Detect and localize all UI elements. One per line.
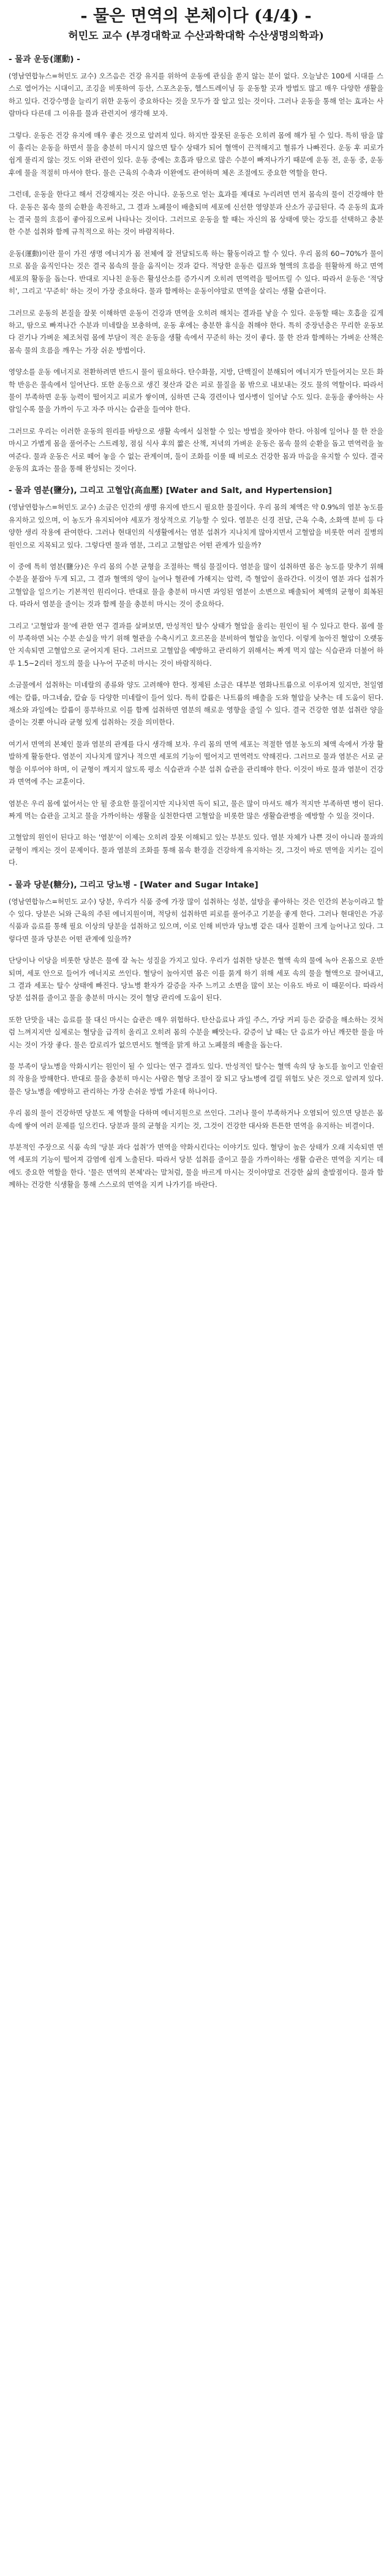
- paragraph: 여기서 면역의 본체인 물과 염분의 관계를 다시 생각해 보자. 우리 몸의 면역 세포는 적절한 염분 농도의 체액 속에서 가장 활발하게 활동한다. 염분이 지나치게 많거나 적으면 세포의 기능이 떨어지고 면역력도 약해진다. 그러므로 물과 염분은 서로 균형을 이루어야 하며, 이 균형이 깨지지 않도록 평소 식습관과 수분 섭취 습관을 관리해야 한다. 이것이 바로 물과 염분이 건강과 면역에 주는 교훈이다.: [9, 739, 383, 786]
- paragraph: 그런데, 운동을 한다고 해서 건강해지는 것은 아니다. 운동으로 얻는 효과를 제대로 누리려면 먼저 몸속의 물이 건강해야 한다. 운동은 몸속 물의 순환을 촉진하고, 그 결과 노폐물이 배출되며 세포에 신선한 영양분과 산소가 공급된다. 즉 운동의 효과는 결국 물의 흐름이 좋아짐으로써 나타나는 것이다. 그러므로 운동을 할 때는 자신의 몸 상태에 맞는 강도를 선택하고 충분한 수분 섭취와 함께 규칙적으로 하는 것이 바람직하다.: [9, 190, 383, 236]
- paragraph: 그리고 '고혈압과 물'에 관한 연구 결과를 살펴보면, 만성적인 탈수 상태가 혈압을 올리는 원인이 될 수 있다고 한다. 몸에 물이 부족하면 뇌는 수분 손실을 막기 위해 혈관을 수축시키고 호르몬을 분비하여 혈압을 높인다. 이렇게 높아진 혈압이 오랫동안 지속되면 고혈압으로 굳어지게 된다. 그러므로 고혈압을 예방하고 관리하기 위해서는 짜게 먹지 않는 식습관과 더불어 하루 1.5~2리터 정도의 물을 나누어 꾸준히 마시는 것이 바람직하다.: [9, 621, 383, 668]
- section-water-sugar-diabetes: [9, 878, 383, 1191]
- paragraph: 그렇다. 운동은 건강 유지에 매우 좋은 것으로 알려져 있다. 하지만 잘못된 운동은 오히려 몸에 해가 될 수 있다. 특히 땀을 많이 흘리는 운동을 하면서 물을 충분히 마시지 않으면 탈수 상태가 되어 혈액이 끈적해지고 혈류가 나빠진다. 운동 후 피로가 쉽게 풀리지 않는 것도 이와 관련이 있다. 운동 중에는 호흡과 땀으로 많은 수분이 빠져나가기 때문에 운동 전, 운동 중, 운동 후에 물을 적절히 마셔야 한다. 물은 근육의 수축과 이완에도 관여하며 체온 조절에도 중요한 역할을 한다.: [9, 130, 383, 177]
- article-title: - 물은 면역의 본체이다 (4/4) -: [80, 7, 312, 26]
- paragraph: (영남연합뉴스=허민도 교수) 당분, 우리가 식품 중에 가장 많이 섭취하는 성분, 설탕을 좋아하는 것은 인간의 본능이라고 할 수 있다. 당분은 뇌와 근육의 주된 에너지원이며, 적당히 섭취하면 피로를 풀어주고 기분을 좋게 한다. 그러나 현대인은 가공식품과 음료를 통해 필요 이상의 당분을 섭취하고 있으며, 이로 인해 비만과 당뇨병 같은 대사 질환이 크게 늘어나고 있다. 그렇다면 물과 당분은 어떤 관계에 있을까?: [9, 897, 383, 943]
- paragraph: 이 중에 특히 염분(鹽分)은 우리 몸의 수분 균형을 조절하는 핵심 물질이다. 염분을 많이 섭취하면 몸은 농도를 맞추기 위해 수분을 붙잡아 두게 되고, 그 결과 혈액의 양이 늘어나 혈관에 가해지는 압력, 즉 혈압이 올라간다. 이것이 염분 과다 섭취가 고혈압을 일으키는 기본적인 원리이다. 반대로 물을 충분히 마시면 과잉된 염분이 소변으로 배출되어 체액의 균형이 회복된다. 따라서 염분을 줄이는 것과 함께 물을 충분히 마시는 것이 중요하다.: [9, 562, 383, 609]
- paragraph: 단당이나 이당을 비롯한 당분은 물에 잘 녹는 성질을 가지고 있다. 우리가 섭취한 당분은 혈액 속의 물에 녹아 온몸으로 운반되며, 세포 안으로 들어가 에너지로 쓰인다. 혈당이 높아지면 몸은 이를 묽게 하기 위해 세포 속의 물을 혈액으로 끌어내고, 그 결과 세포는 탈수 상태에 빠진다. 당뇨병 환자가 갈증을 자주 느끼고 소변을 많이 보는 이유도 바로 이 때문이다. 따라서 당분 섭취를 줄이고 물을 충분히 마시는 것이 혈당 관리에 도움이 된다.: [9, 956, 383, 1003]
- paragraph: (영남연합뉴스=허민도 교수) 소금은 인간의 생명 유지에 반드시 필요한 물질이다. 우리 몸의 체액은 약 0.9%의 염분 농도를 유지하고 있으며, 이 농도가 유지되어야 세포가 정상적으로 기능할 수 있다. 염분은 신경 전달, 근육 수축, 소화액 분비 등 다양한 생리 작용에 관여한다. 그러나 현대인의 식생활에서는 염분 섭취가 지나치게 많아지면서 고혈압을 비롯한 여러 질병의 원인으로 지목되고 있다. 그렇다면 물과 염분, 그리고 고혈압은 어떤 관계가 있을까?: [9, 503, 383, 549]
- paragraph: 영양소를 운동 에너지로 전환하려면 반드시 물이 필요하다. 탄수화물, 지방, 단백질이 분해되어 에너지가 만들어지는 모든 화학 반응은 물속에서 일어난다. 또한 운동으로 생긴 젖산과 같은 피로 물질을 몸 밖으로 내보내는 것도 물의 역할이다. 따라서 물이 부족하면 운동 능력이 떨어지고 피로가 쌓이며, 심하면 근육 경련이나 열사병이 일어날 수도 있다. 운동을 좋아하는 사람일수록 물을 가까이 두고 자주 마시는 습관을 들여야 한다.: [9, 367, 383, 414]
- section-heading: - 물과 당분(糖分), 그리고 당뇨병 - [Water and Sugar Intake]: [9, 879, 258, 890]
- section-water-exercise: [9, 53, 383, 475]
- paragraph: (영남연합뉴스=허민도 교수) 오즈음은 건강 유지를 위하여 운동에 관심을 쏟지 않는 분이 없다. 오늘날은 100세 시대를 스스로 열어가는 시대이고, 조깅을 비롯하여 등산, 스포츠운동, 헬스트레이닝 등 운동할 곳과 방법도 많고 매우 다양한 생활을 하고 있다. 건강수명을 늘리기 위한 운동이 중요하다는 것을 모두가 잘 알고 있는 것이다. 그러나 운동을 통해 얻는 효과는 사람마다 다른데 그 이유를 물과 관련지어 생각해 보자.: [9, 72, 383, 118]
- section-heading: - 물과 염분(鹽分), 그리고 고혈압(高血壓) [Water and Salt, and Hypertension]: [9, 486, 332, 496]
- paragraph: 고혈압의 원인이 된다고 하는 '염분'이 이제는 오히려 잘못 이해되고 있는 부분도 있다. 염분 자체가 나쁜 것이 아니라 물과의 균형이 깨지는 것이 문제이다. 물과 염분의 조화를 통해 몸속 환경을 건강하게 유지하는 것, 그것이 바로 면역을 지키는 길이다.: [9, 833, 383, 867]
- paragraph: 물 부족이 당뇨병을 악화시키는 원인이 될 수 있다는 연구 결과도 있다. 만성적인 탈수는 혈액 속의 당 농도를 높이고 인슐린의 작용을 방해한다. 반대로 물을 충분히 마시는 사람은 혈당 조절이 잘 되고 당뇨병에 걸릴 위험도 낮은 것으로 알려져 있다. 물은 당뇨병을 예방하고 관리하는 가장 손쉬운 방법 가운데 하나이다.: [9, 1062, 383, 1096]
- section-water-salt-hypertension: [9, 484, 383, 868]
- paragraph: 소금물에서 섭취하는 미네랄의 종류와 양도 고려해야 한다. 정제된 소금은 대부분 염화나트륨으로 이루어져 있지만, 천일염에는 칼륨, 마그네슘, 칼슘 등 다양한 미네랄이 들어 있다. 특히 칼륨은 나트륨의 배출을 도와 혈압을 낮추는 데 도움이 된다. 채소와 과일에는 칼륨이 풍부하므로 이를 함께 섭취하면 염분의 해로운 영향을 줄일 수 있다. 결국 건강한 염분 섭취란 양을 줄이는 것뿐 아니라 균형 있게 섭취하는 것을 의미한다.: [9, 680, 383, 727]
- paragraph: 부분적인 주장으로 식품 속의 '당분 과다 섭취'가 면역을 약화시킨다는 이야기도 있다. 혈당이 높은 상태가 오래 지속되면 면역 세포의 기능이 떨어져 감염에 쉽게 노출된다. 따라서 당분 섭취를 줄이고 물을 가까이하는 생활 습관은 면역을 지키는 데에도 중요한 역할을 한다. '물은 면역의 본체'라는 말처럼, 물을 바르게 마시는 것이야말로 건강한 삶의 출발점이다. 물과 함께하는 건강한 식생활을 통해 스스로의 면역을 지켜 나가기를 바란다.: [9, 1143, 383, 1189]
- paragraph: 염분은 우리 몸에 없어서는 안 될 중요한 물질이지만 지나치면 독이 되고, 물은 많이 마셔도 해가 적지만 부족하면 병이 된다. 짜게 먹는 습관을 고치고 물을 가까이하는 생활을 실천한다면 고혈압을 비롯한 많은 생활습관병을 예방할 수 있을 것이다.: [9, 799, 383, 820]
- paragraph: 또한 단맛을 내는 음료를 물 대신 마시는 습관은 매우 위험하다. 탄산음료나 과일 주스, 가당 커피 등은 갈증을 해소하는 것처럼 느껴지지만 실제로는 혈당을 급격히 올리고 오히려 몸의 수분을 빼앗는다. 갈증이 날 때는 단 음료가 아닌 깨끗한 물을 마시는 것이 가장 좋다. 물은 칼로리가 없으면서도 혈액을 맑게 하고 노폐물의 배출을 돕는다.: [9, 1015, 383, 1049]
- paragraph: 우리 몸의 물이 건강하면 당분도 제 역할을 다하며 에너지원으로 쓰인다. 그러나 물이 부족하거나 오염되어 있으면 당분은 몸속에 쌓여 여러 문제를 일으킨다. 당분과 물의 균형을 지키는 것, 그것이 건강한 대사와 튼튼한 면역을 유지하는 비결이다.: [9, 1109, 383, 1130]
- section-heading: - 물과 운동(運動) -: [9, 55, 80, 64]
- paragraph: 그러므로 운동의 본질을 잘못 이해하면 운동이 건강과 면역을 오히려 해치는 결과를 낳을 수 있다. 운동할 때는 호흡을 깊게 하고, 땀으로 빠져나간 수분과 미네랄을 보충하며, 운동 후에는 충분한 휴식을 취해야 한다. 특히 중장년층은 무리한 운동보다 걷기나 가벼운 체조처럼 몸에 부담이 적은 운동을 생활 속에서 꾸준히 하는 것이 좋다. 물 한 잔과 함께하는 가벼운 산책은 몸속 물의 흐름을 깨우는 가장 쉬운 방법이다.: [9, 308, 383, 355]
- article-author: 허민도 교수 (부경대학교 수산과학대학 수산생명의학과): [68, 30, 324, 42]
- paragraph: 운동(運動)이란 물이 가진 생명 에너지가 몸 전체에 잘 전달되도록 하는 활동이라고 할 수 있다. 우리 몸의 60~70%가 물이므로 몸을 움직인다는 것은 결국 몸속의 물을 움직이는 것과 같다. 적당한 운동은 림프와 혈액의 흐름을 원활하게 하고 면역 세포의 활동을 돕는다. 반대로 지나친 운동은 활성산소를 증가시켜 오히려 면역력을 떨어뜨릴 수 있다. 따라서 운동은 '적당히', 그리고 '꾸준히' 하는 것이 가장 중요하다. 물과 함께하는 운동이야말로 면역을 살리는 생활 습관이다.: [9, 249, 383, 296]
- paragraph: 그러므로 우리는 이러한 운동의 원리를 바탕으로 생활 속에서 실천할 수 있는 방법을 찾아야 한다. 아침에 일어나 물 한 잔을 마시고 가볍게 몸을 풀어주는 스트레칭, 점심 식사 후의 짧은 산책, 저녁의 가벼운 운동은 몸속 물의 순환을 돕고 면역력을 높여준다. 물과 운동은 서로 떼어 놓을 수 없는 관계이며, 둘이 조화를 이룰 때 비로소 건강한 몸과 마음을 유지할 수 있다. 결국 운동의 효과는 물을 통해 완성되는 것이다.: [9, 426, 383, 473]
